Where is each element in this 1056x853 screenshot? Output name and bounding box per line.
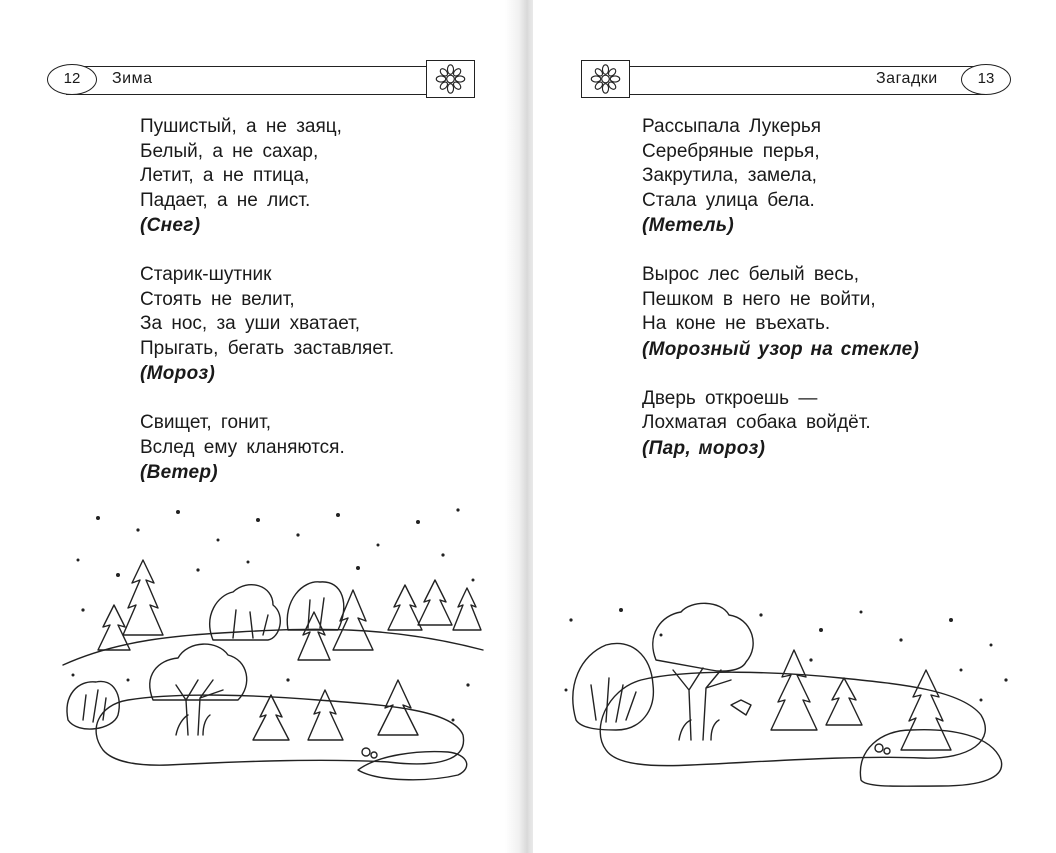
riddle-line: Летит, а не птица, (140, 165, 310, 186)
left-riddles (140, 115, 394, 510)
riddle-line: Серебряные перья, (642, 140, 820, 162)
riddle (642, 263, 919, 363)
winter-island-illustration (561, 600, 1021, 790)
riddle-line: Прыгать, бегать заставляет. (140, 337, 395, 359)
riddle-line: Стоять не велит, (140, 288, 295, 310)
right-section-title: Загадки (876, 70, 938, 87)
riddle-line: Лохматая собака войдёт. (642, 412, 871, 433)
riddle-line: Вслед ему кланяются. (140, 436, 345, 458)
riddle-answer: (Метель) (642, 215, 734, 236)
right-riddles (642, 115, 919, 486)
riddle (140, 115, 394, 239)
riddle (642, 115, 919, 239)
left-page (0, 0, 523, 853)
riddle (140, 411, 394, 486)
riddle-line: Вырос лес белый весь, (642, 264, 860, 285)
riddle-answer: (Ветер) (140, 462, 218, 483)
riddle-line: Падает, а не лист. (140, 189, 311, 211)
flower-icon (426, 60, 475, 98)
riddle-line: Закрутила, замела, (642, 165, 817, 186)
riddle-line: Стала улица бела. (642, 189, 815, 211)
riddle-answer: (Морозный узор на стекле) (642, 338, 920, 360)
riddle-answer: (Снег) (140, 215, 201, 236)
riddle-line: Пешком в него не войти, (642, 288, 876, 310)
winter-forest-illustration (58, 500, 488, 790)
flower-icon (581, 60, 630, 98)
riddle-answer: (Пар, мороз) (642, 437, 766, 459)
riddle-line: Белый, а не сахар, (140, 140, 319, 162)
riddle (140, 263, 394, 387)
riddle-line: За нос, за уши хватает, (140, 313, 361, 334)
riddle-answer: (Мороз) (140, 363, 216, 384)
left-page-number: 12 (47, 64, 97, 95)
right-page-number: 13 (961, 64, 1011, 95)
left-section-title: Зима (112, 70, 153, 87)
riddle-line: Рассыпала Лукерья (642, 116, 822, 137)
riddle-line: Пушистый, а не заяц, (140, 116, 342, 137)
riddle (642, 387, 919, 462)
riddle-line: На коне не въехать. (642, 313, 831, 334)
right-page (533, 0, 1056, 853)
riddle-line: Свищет, гонит, (140, 412, 271, 433)
riddle-line: Старик-шутник (140, 264, 272, 285)
riddle-line: Дверь откроешь — (642, 387, 818, 409)
